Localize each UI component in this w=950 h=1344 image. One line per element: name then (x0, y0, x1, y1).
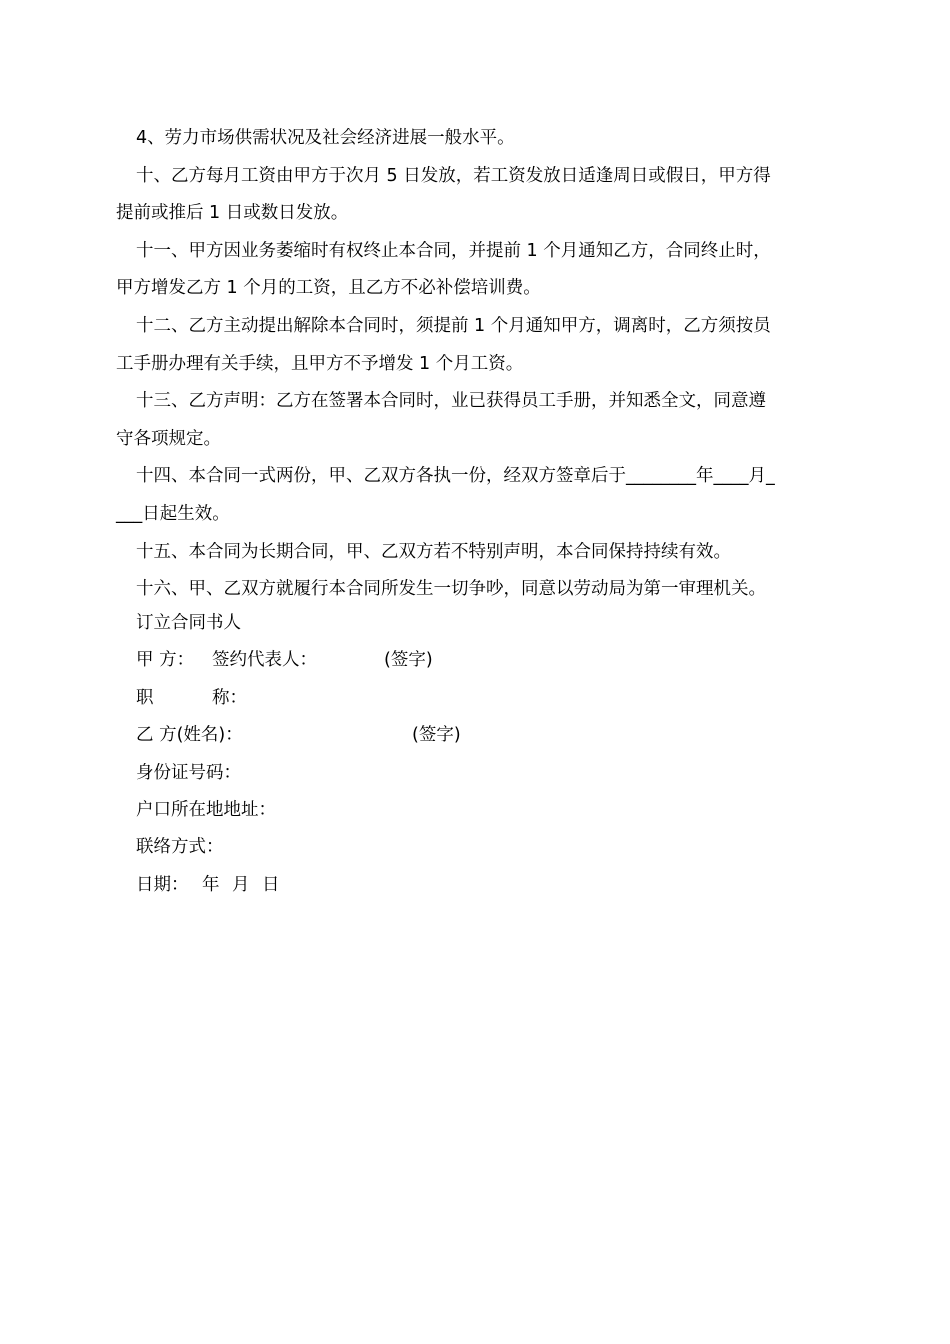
party-a-label: 甲 方： (136, 650, 195, 671)
address-row (136, 792, 736, 829)
title-label-1: 职 (136, 687, 154, 708)
date-row (136, 867, 736, 904)
paragraph-line: 十六、甲、乙双方就履行本合同所发生一切争吵，同意以劳动局为第一审理机关。 (136, 579, 766, 600)
signature-block (136, 605, 736, 904)
date-year: 年 (202, 874, 220, 895)
party-b-sign-mark: (签字) (412, 725, 461, 746)
paragraph-line: 十三、乙方声明：乙方在签署本合同时，业已获得员工手册，并知悉全文，同意遵 (136, 391, 766, 412)
title-label-2: 称： (212, 687, 247, 708)
paragraph-line: 十一、甲方因业务萎缩时有权终止本合同，并提前 1 个月通知乙方，合同终止时， (136, 240, 771, 261)
id-row (136, 755, 736, 792)
date-day: 日 (262, 874, 280, 895)
party-a-rep-label: 签约代表人： (212, 650, 317, 671)
paragraph-line: 甲方增发乙方 1 个月的工资，且乙方不必补偿培训费。 (116, 278, 541, 299)
paragraph-line: 提前或推后 1 日或数日发放。 (116, 203, 349, 224)
contract-body (116, 120, 836, 609)
paragraph-line: ___日起生效。 (116, 503, 230, 524)
paragraph-line: 十四、本合同一式两份，甲、乙双方各执一份，经双方签章后于________年____月_ (136, 466, 775, 487)
date-label: 日期： (136, 874, 189, 895)
contact-label: 联络方式： (136, 837, 224, 858)
signature-heading: 订立合同书人 (136, 613, 241, 633)
signature-heading-row (136, 605, 736, 642)
date-month: 月 (232, 874, 250, 895)
party-a-row (136, 642, 736, 679)
paragraph-line: 十二、乙方主动提出解除本合同时，须提前 1 个月通知甲方，调离时，乙方须按员 (136, 315, 771, 336)
title-row (136, 680, 736, 717)
paragraph-line: 十五、本合同为长期合同，甲、乙双方若不特别声明，本合同保持持续有效。 (136, 541, 731, 562)
address-label: 户口所在地地址： (136, 799, 276, 820)
paragraph-line: 工手册办理有关手续，且甲方不予增发 1 个月工资。 (116, 353, 524, 374)
party-b-label: 乙 方(姓名)： (136, 725, 243, 746)
paragraph-line: 4、劳力市场供需状况及社会经济进展一般水平。 (136, 128, 515, 148)
paragraph-line: 守各项规定。 (116, 428, 221, 449)
id-label: 身份证号码： (136, 762, 241, 783)
party-a-sign-mark: (签字) (384, 650, 433, 671)
contact-row (136, 829, 736, 866)
party-b-row (136, 717, 736, 754)
paragraph-line: 十、乙方每月工资由甲方于次月 5 日发放，若工资发放日适逢周日或假日，甲方得 (136, 165, 771, 186)
